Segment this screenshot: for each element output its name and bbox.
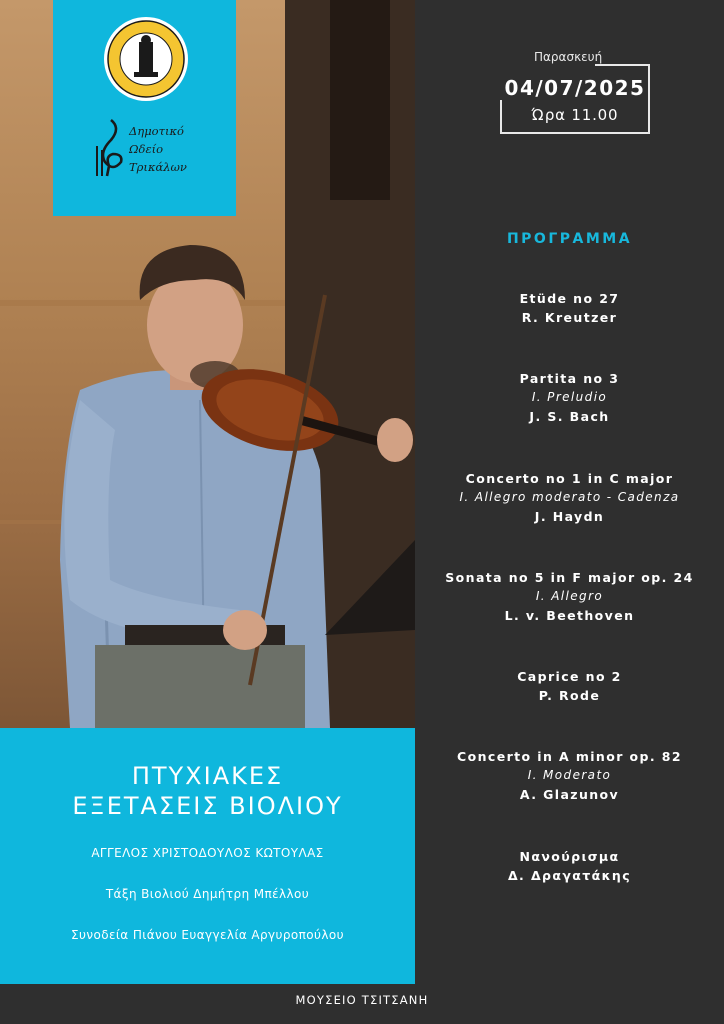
- event-time: Ώρα 11.00: [531, 106, 619, 124]
- piece-title: Caprice no 2: [517, 669, 622, 684]
- wood-line: [0, 300, 285, 306]
- title-panel: [0, 728, 415, 984]
- piece-movement: I. Moderato: [527, 768, 612, 782]
- piece-title: Concerto in A minor op. 82: [457, 749, 682, 764]
- program-item: [415, 847, 724, 885]
- program-item: [415, 568, 724, 625]
- program-item: [415, 667, 724, 705]
- program-item: [415, 289, 724, 327]
- piece-movement: I. Allegro: [535, 589, 604, 603]
- program-item: [415, 747, 724, 804]
- frame-line: [595, 64, 650, 66]
- event-date: 04/07/2025: [504, 76, 646, 100]
- piece-movement: I. Allegro moderato - Cadenza: [459, 490, 680, 504]
- piece-title: Νανούρισμα: [519, 849, 620, 864]
- program-heading: ΠΡΟΓΡΑΜΜΑ: [506, 231, 633, 247]
- conservatory-name-line2: Ωδείο: [129, 142, 164, 156]
- piece-composer: Δ. Δραγατάκης: [507, 868, 632, 883]
- piece-title: Partita no 3: [519, 371, 620, 386]
- conservatory-logo: [93, 116, 203, 178]
- piece-movement: I. Preludio: [531, 390, 608, 404]
- program-item: [415, 469, 724, 526]
- piece-composer: A. Glazunov: [519, 787, 620, 802]
- program-item: [415, 369, 724, 426]
- frame-line: [500, 132, 650, 134]
- title-line-1: ΠΤΥΧΙΑΚΕΣ: [131, 762, 284, 790]
- piece-title: Concerto no 1 in C major: [465, 471, 674, 486]
- piece-title: Sonata no 5 in F major op. 24: [445, 570, 694, 585]
- municipal-seal-logo: [103, 16, 189, 102]
- event-date-box: [500, 50, 650, 134]
- piece-composer: R. Kreutzer: [521, 310, 618, 325]
- piano-accompaniment: Συνοδεία Πιάνου Ευαγγελία Αργυροπούλου: [71, 928, 344, 942]
- conservatory-name-line1: Δημοτικό: [129, 124, 184, 138]
- venue: ΜΟΥΣΕΙΟ ΤΣΙΤΣΑΝΗ: [295, 993, 429, 1007]
- performer-name: ΑΓΓΕΛΟΣ ΧΡΙΣΤΟΔΟΥΛΟΣ ΚΩΤΟΥΛΑΣ: [91, 846, 324, 860]
- piece-composer: L. v. Beethoven: [504, 608, 635, 623]
- piece-title: Etüde no 27: [519, 291, 620, 306]
- conservatory-name-line3: Τρικάλων: [129, 160, 187, 174]
- music-clef-icon: [93, 116, 129, 178]
- piece-composer: J. Haydn: [534, 509, 605, 524]
- bow-hand: [223, 610, 267, 650]
- title-line-2: ΕΞΕΤΑΣΕΙΣ ΒΙΟΛΙΟΥ: [72, 792, 343, 820]
- left-hand: [377, 418, 413, 462]
- piece-composer: P. Rode: [538, 688, 601, 703]
- violin-class: Τάξη Βιολιού Δημήτρη Μπέλλου: [105, 887, 310, 901]
- piece-composer: J. S. Bach: [529, 409, 610, 424]
- logo-panel: [53, 0, 236, 216]
- trousers: [95, 645, 305, 728]
- event-day: Παρασκευή: [534, 50, 603, 64]
- shadow-panel: [330, 0, 390, 200]
